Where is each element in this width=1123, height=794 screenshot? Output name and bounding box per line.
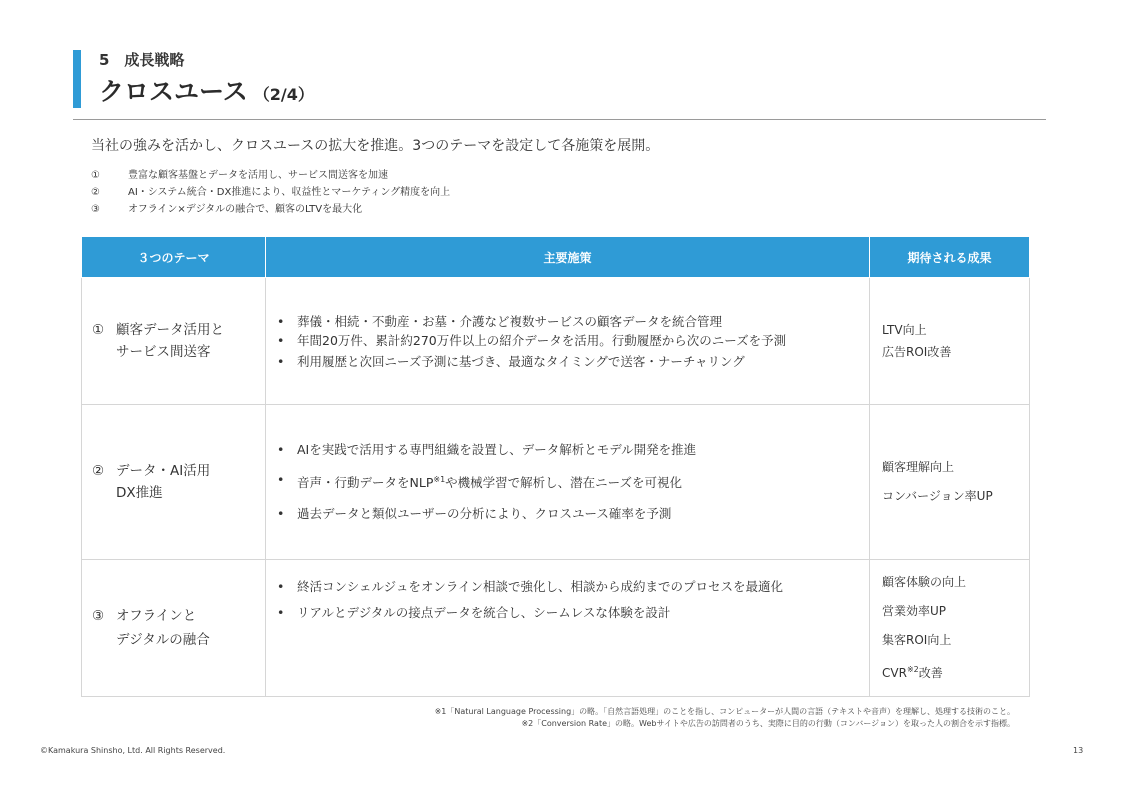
- results-cell: [870, 278, 1030, 405]
- result-item: 顧客理解向上: [882, 460, 955, 474]
- measure-text: 音声・行動データをNLP: [297, 475, 434, 491]
- result-item: コンバージョン率UP: [882, 489, 993, 503]
- measures-list: [267, 435, 868, 528]
- theme-label: [92, 319, 265, 363]
- page-title: [99, 72, 314, 108]
- measure-text: や機械学習で解析し、潜在ニーズを可視化: [445, 475, 683, 491]
- key-point-number: ③: [91, 204, 100, 215]
- measure-item: • 利用履歴と次回ニーズ予測に基づき、最適なタイミングで送客・ナーチャリング: [277, 352, 850, 371]
- theme-label: [92, 604, 265, 652]
- footnote: ※2「Conversion Rate」の略。Webサイトや広告の訪問者のうち、実際に目的の行動（コンバージョン）を取った人の割合を示す指標。: [521, 719, 1015, 728]
- measure-item: [277, 465, 850, 498]
- results-cell: [870, 405, 1030, 560]
- measure-item: • リアルとデジタルの接点データを統合し、シームレスな体験を設計: [277, 600, 850, 626]
- strategy-table: [81, 236, 1030, 697]
- measure-item: • 過去データと類似ユーザーの分析により、クロスユース確率を予測: [277, 499, 850, 529]
- key-point-text: オフライン×デジタルの融合で、顧客のLTVを最大化: [128, 204, 363, 215]
- footnote-ref: ※2: [906, 665, 919, 674]
- theme-number: ②: [92, 463, 105, 479]
- footnote-ref: ※1: [433, 475, 446, 485]
- key-point-text: AI・システム統合・DX推進により、収益性とマーケティング精度を向上: [128, 187, 451, 198]
- theme-line: サービス間送客: [116, 344, 211, 360]
- theme-line: オフラインと: [116, 608, 197, 624]
- table-row: [82, 278, 1030, 405]
- theme-number: ③: [92, 608, 105, 624]
- lead-text: 当社の強みを活かし、クロスユースの拡大を推進。3つのテーマを設定して各施策を展開。: [91, 138, 660, 154]
- measure-item: • 年間20万件、累計約270万件以上の紹介データを活用。行動履歴から次のニーズを予測: [277, 331, 850, 350]
- theme-cell: [82, 405, 266, 560]
- key-point: [91, 201, 450, 218]
- theme-number: ①: [92, 322, 105, 338]
- result-item: LTV向上: [882, 323, 927, 337]
- results-cell: [870, 560, 1030, 697]
- measure-item: • 終活コンシェルジュをオンライン相談で強化し、相談から成約までのプロセスを最適化: [277, 574, 850, 600]
- result-item: 広告ROI改善: [882, 345, 952, 359]
- measures-list: [267, 312, 868, 371]
- measure-item: • 葬儀・相続・不動産・お墓・介護など複数サービスの顧客データを統合管理: [277, 312, 850, 331]
- page-title-main: クロスユース: [99, 77, 248, 106]
- table-header-row: [82, 237, 1030, 278]
- theme-line: デジタルの融合: [116, 632, 210, 648]
- key-point-number: ②: [91, 187, 100, 198]
- result-item: 営業効率UP: [882, 604, 947, 618]
- header-theme: ３つのテーマ: [82, 237, 266, 278]
- key-point: [91, 167, 450, 184]
- title-accent-bar: [73, 50, 81, 108]
- result-item: 集客ROI向上: [882, 633, 952, 647]
- key-point: [91, 184, 450, 201]
- result-text: 改善: [918, 666, 943, 680]
- result-item: [882, 655, 1028, 688]
- page-number: 13: [1073, 746, 1084, 755]
- title-divider: [73, 119, 1046, 120]
- key-point-number: ①: [91, 170, 100, 181]
- measures-cell: [266, 278, 870, 405]
- theme-line: 顧客データ活用と: [116, 322, 224, 338]
- result-text: CVR: [882, 666, 907, 680]
- table-row: [82, 405, 1030, 560]
- measures-cell: [266, 560, 870, 697]
- table-row: [82, 560, 1030, 697]
- footnotes: [435, 706, 1015, 730]
- theme-cell: [82, 560, 266, 697]
- copyright: ©Kamakura Shinsho, Ltd. All Rights Reserved.: [40, 746, 226, 755]
- key-points: [91, 167, 450, 218]
- theme-cell: [82, 278, 266, 405]
- theme-label: [92, 460, 265, 504]
- measures-list: [267, 574, 868, 626]
- measures-cell: [266, 405, 870, 560]
- result-item: 顧客体験の向上: [882, 575, 967, 589]
- section-label: 5 成長戦略: [99, 51, 185, 69]
- theme-line: データ・AI活用: [116, 463, 211, 479]
- header-measures: 主要施策: [266, 237, 870, 278]
- header-results: 期待される成果: [870, 237, 1030, 278]
- page-title-sub: （2/4）: [253, 85, 314, 104]
- key-point-text: 豊富な顧客基盤とデータを活用し、サービス間送客を加速: [128, 170, 388, 181]
- theme-line: DX推進: [116, 485, 163, 501]
- measure-item: • AIを実践で活用する専門組織を設置し、データ解析とモデル開発を推進: [277, 435, 850, 465]
- footnote: ※1「Natural Language Processing」の略。「自然言語処理」のことを指し、コンピューターが人間の言語（テキストや音声）を理解し、処理する技術のこと。: [434, 707, 1015, 716]
